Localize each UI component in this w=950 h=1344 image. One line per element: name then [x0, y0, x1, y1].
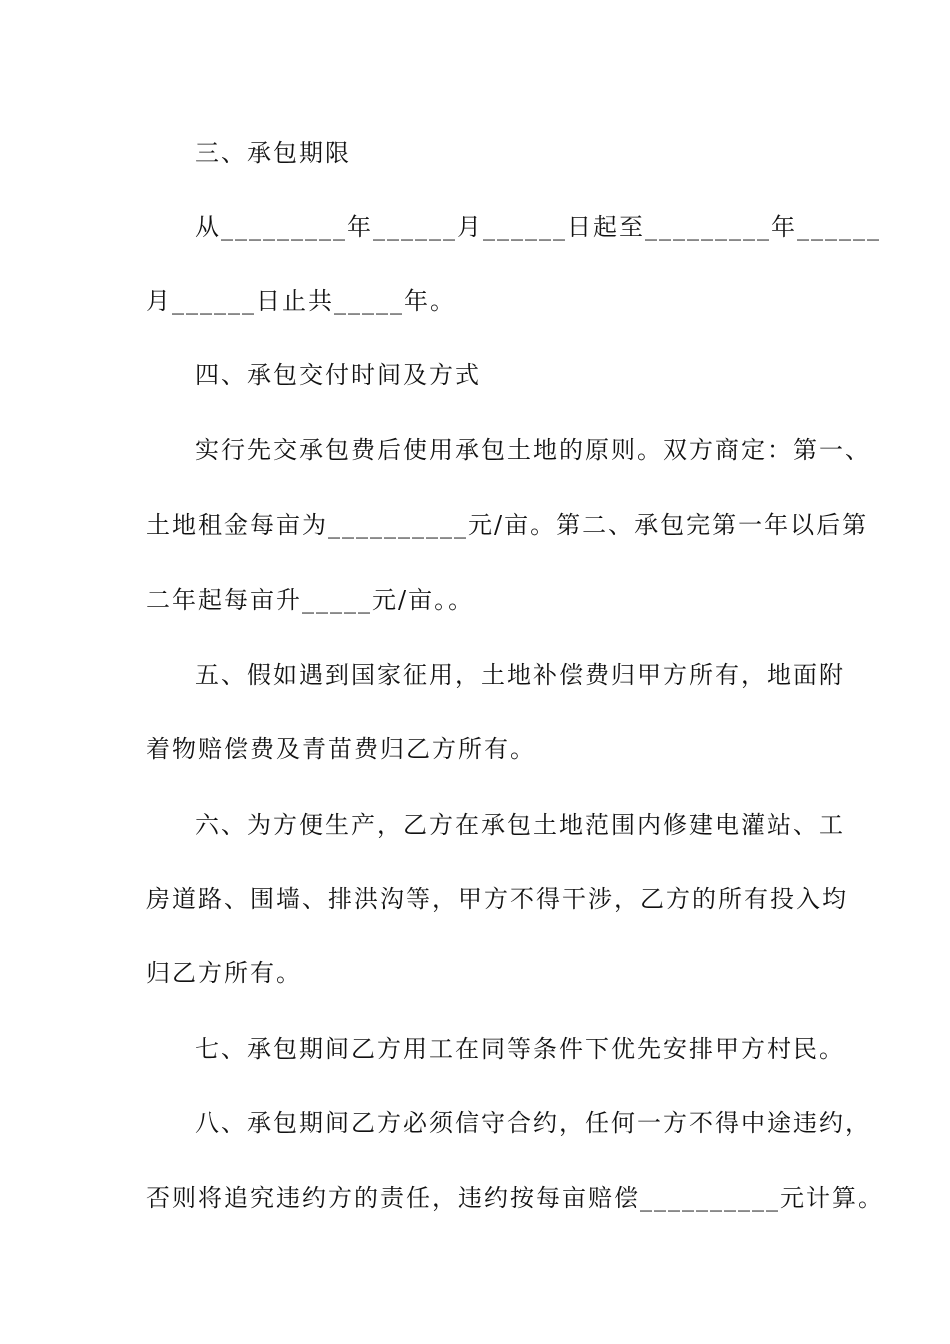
- paragraph-line: 归乙方所有。: [146, 959, 302, 987]
- paragraph-line: 二年起每亩升_____元/亩。。: [146, 586, 475, 614]
- paragraph-line: 五、假如遇到国家征用，土地补偿费归甲方所有，地面附: [195, 661, 845, 689]
- section-heading-payment: 四、承包交付时间及方式: [195, 361, 481, 389]
- paragraph-line: 土地租金每亩为__________元/亩。第二、承包完第一年以后第: [146, 511, 869, 539]
- paragraph-line: 实行先交承包费后使用承包土地的原则。双方商定：第一、: [195, 436, 871, 464]
- paragraph-line: 月______日止共_____年。: [146, 287, 456, 315]
- paragraph-line: 房道路、围墙、排洪沟等，甲方不得干涉，乙方的所有投入均: [146, 885, 848, 913]
- section-heading-term: 三、承包期限: [195, 139, 351, 167]
- paragraph-line: 着物赔偿费及青苗费归乙方所有。: [146, 735, 536, 763]
- paragraph-line: 从_________年______月______日起至_________年______: [195, 213, 881, 241]
- paragraph-line: 八、承包期间乙方必须信守合约，任何一方不得中途违约，: [195, 1109, 871, 1137]
- paragraph-line: 七、承包期间乙方用工在同等条件下优先安排甲方村民。: [195, 1035, 845, 1063]
- paragraph-line: 否则将追究违约方的责任，违约按每亩赔偿__________元计算。: [146, 1184, 884, 1212]
- paragraph-line: 六、为方便生产，乙方在承包土地范围内修建电灌站、工: [195, 811, 845, 839]
